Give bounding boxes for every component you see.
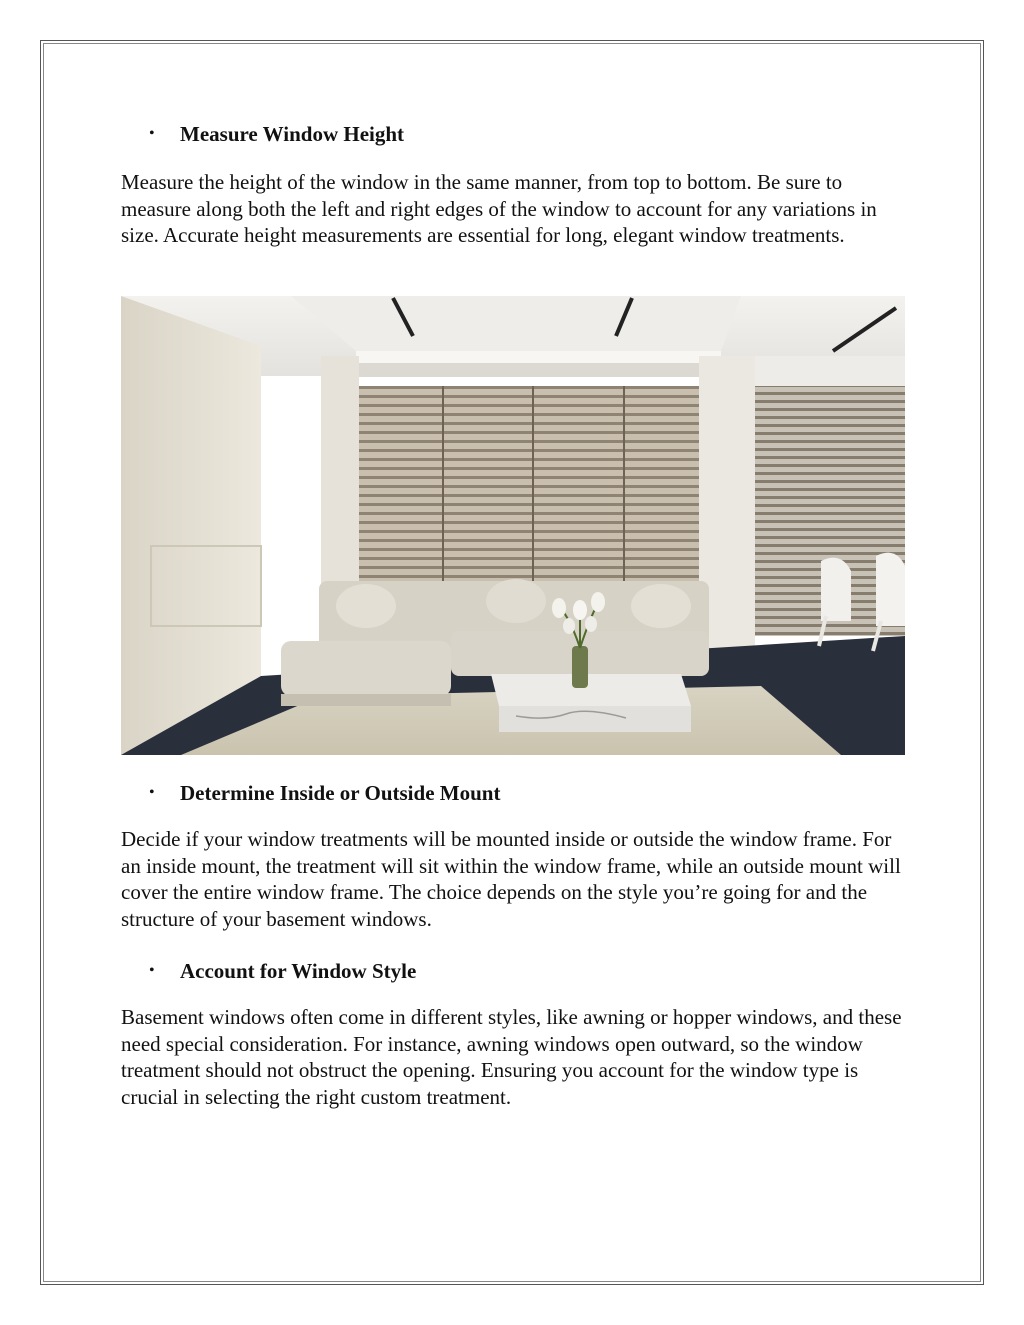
- bullet-icon: •: [149, 962, 155, 979]
- bullet-icon: •: [149, 784, 155, 801]
- bullet-icon: •: [149, 125, 155, 142]
- section-body-3: Basement windows often come in different styles, like awning or hopper windows, and these need special consideration. For instance, awning windows open outward, so the window treatment should not obstruct the opening. Ensuring you account for the window type is crucial in selecting the right custom treatment.: [121, 1005, 902, 1109]
- section-body-2: Decide if your window treatments will be mounted inside or outside the window frame. For an inside mount, the treatment will sit within the window frame, while an outside mount will cover the entire window frame. The choice depends on the style you’re going for and the structure of your basement windows.: [121, 827, 901, 931]
- living-room-photo: [121, 296, 905, 755]
- heading-text: Determine Inside or Outside Mount: [180, 781, 501, 805]
- heading-text: Account for Window Style: [180, 959, 417, 983]
- section-body-1: Measure the height of the window in the same manner, from top to bottom. Be sure to measure along both the left and right edges of the window to account for any variations in size. Accurate height measurements are essential for long, elegant window treatments.: [121, 170, 877, 247]
- heading-text: Measure Window Height: [180, 122, 405, 146]
